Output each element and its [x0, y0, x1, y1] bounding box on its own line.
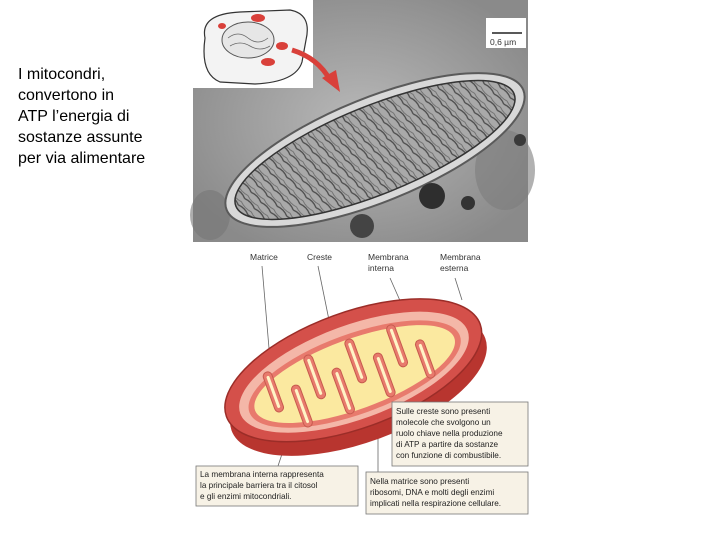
micrograph-granule: [350, 214, 374, 238]
caption-creste-line-2: molecole che svolgono un: [396, 418, 491, 427]
micrograph-granule: [419, 183, 445, 209]
side-line-2: convertono in: [18, 87, 115, 104]
caption-creste-line-4: di ATP a partire da sostanze: [396, 440, 499, 449]
cell-mitochondrion-marker: [261, 58, 275, 66]
scale-bar-label: 0,6 µm: [490, 37, 517, 47]
caption-membrana-interna-line-1: La membrana interna rappresenta: [200, 470, 324, 479]
label-matrice: Matrice: [250, 252, 278, 262]
label-membrana-interna-1: Membrana: [368, 252, 409, 262]
leader-matrice: [262, 266, 270, 360]
scale-bar: [486, 18, 526, 48]
caption-membrana-interna: [196, 466, 358, 506]
caption-matrice-line-3: implicati nella respirazione cellulare.: [370, 499, 502, 508]
label-membrana-interna-2: interna: [368, 263, 394, 273]
cell-mitochondrion-marker: [276, 42, 288, 50]
label-creste: Creste: [307, 252, 333, 262]
cell-nucleus: [222, 22, 274, 58]
side-line-5: per via alimentare: [18, 150, 146, 167]
caption-matrice-line-1: Nella matrice sono presenti: [370, 477, 470, 486]
caption-creste: [392, 402, 528, 466]
micrograph-granule: [461, 196, 475, 210]
caption-matrice-line-2: ribosomi, DNA e molti degli enzimi: [370, 488, 495, 497]
caption-membrana-interna-line-3: e gli enzimi mitocondriali.: [200, 492, 292, 501]
caption-creste-line-1: Sulle creste sono presenti: [396, 407, 491, 416]
side-line-1: I mitocondri,: [18, 66, 106, 83]
caption-membrana-interna-line-2: la principale barriera tra il citosol: [200, 481, 318, 490]
label-membrana-esterna-1: Membrana: [440, 252, 481, 262]
caption-creste-line-5: con funzione di combustibile.: [396, 451, 502, 460]
micrograph-panel: [190, 0, 543, 258]
side-line-4: sostanze assunte: [18, 129, 143, 146]
caption-matrice: [366, 472, 528, 514]
leader-creste: [318, 266, 330, 325]
cell-mitochondrion-marker: [218, 23, 226, 29]
micrograph-granule: [514, 134, 526, 146]
cell-inset: [204, 10, 307, 84]
cell-mitochondrion-marker: [251, 14, 265, 22]
micrograph-texture: [190, 190, 230, 240]
label-membrana-esterna-2: esterna: [440, 263, 469, 273]
side-line-3: ATP l’energia di: [18, 108, 130, 125]
leader-membrana-esterna: [455, 278, 462, 300]
caption-creste-line-3: ruolo chiave nella produzione: [396, 429, 503, 438]
